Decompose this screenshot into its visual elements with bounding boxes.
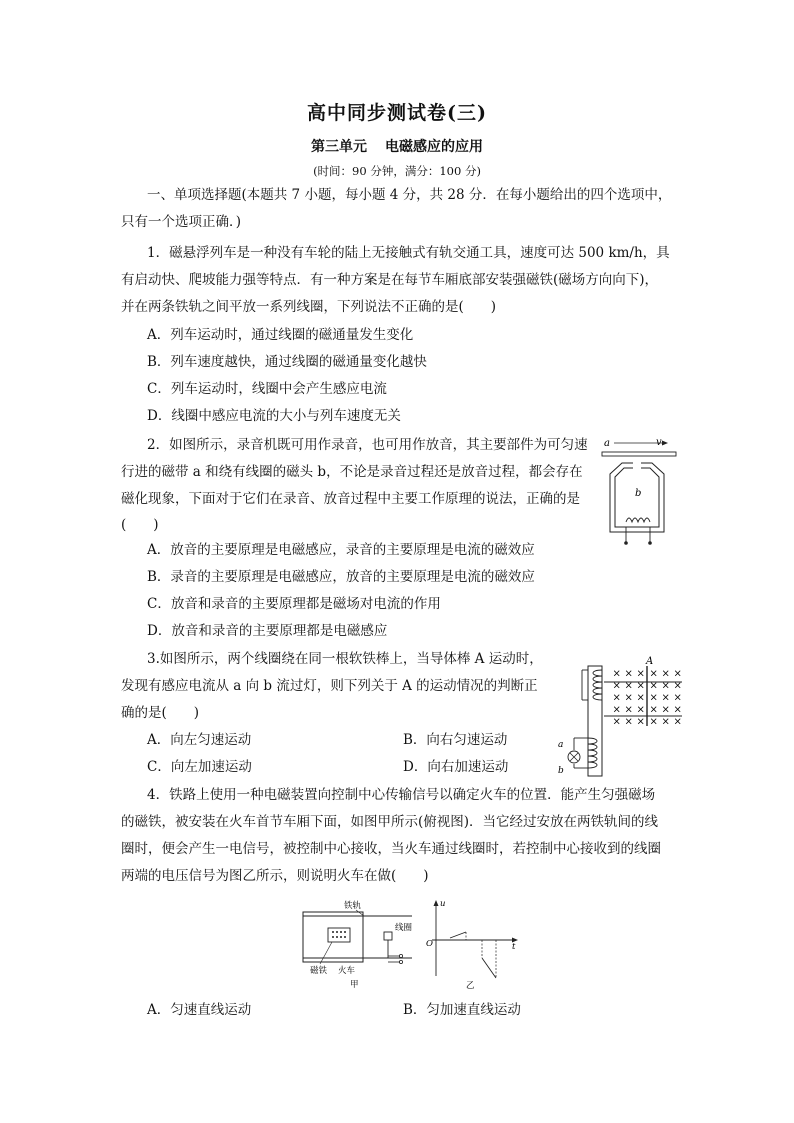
- field-cross-mark: ×: [661, 692, 670, 704]
- question-2-option-d[interactable]: D．放音和录音的主要原理都是电磁感应: [147, 623, 388, 639]
- magnet-block: [328, 928, 350, 942]
- field-cross-mark: ×: [673, 668, 682, 680]
- track-coil: [384, 932, 392, 940]
- u-axis-label: u: [440, 899, 446, 909]
- question-3-option-d[interactable]: D．向右加速运动: [403, 759, 509, 775]
- field-cross-mark: ×: [636, 716, 645, 728]
- field-cross-mark: ×: [624, 704, 633, 716]
- question-2-line: 行进的磁带 a 和绕有线圈的磁头 b，不论是录音过程还是放音过程，都会存在: [121, 464, 583, 480]
- field-cross-mark: ×: [636, 704, 645, 716]
- unit-topic: 电磁感应的应用: [385, 139, 483, 155]
- terminal-dot: [648, 541, 652, 545]
- question-1-option-b[interactable]: B．列车速度越快，通过线圈的磁通量变化越快: [147, 354, 427, 370]
- question-3-option-b[interactable]: B．向右匀速运动: [403, 732, 508, 748]
- head-coil: [626, 518, 650, 522]
- field-cross-mark: ×: [661, 668, 670, 680]
- field-cross-mark: ×: [636, 692, 645, 704]
- field-cross-mark: ×: [624, 716, 633, 728]
- coil-lower: [588, 738, 597, 768]
- field-cross-mark: ×: [673, 704, 682, 716]
- magnetic-tape: [602, 452, 676, 456]
- signal-rising: [450, 932, 466, 938]
- question-3-option-a[interactable]: A．向左匀速运动: [147, 732, 252, 748]
- field-cross-mark: ×: [612, 716, 621, 728]
- field-cross-mark: ×: [624, 692, 633, 704]
- rail-label: 铁轨: [344, 901, 362, 911]
- railway-figure-jia: [300, 898, 416, 990]
- question-3-option-c[interactable]: C．向左加速运动: [147, 759, 252, 775]
- field-cross-mark: ×: [649, 716, 658, 728]
- page-title: 高中同步测试卷(三): [307, 102, 487, 124]
- field-cross-mark: ×: [636, 668, 645, 680]
- question-2-line: ( ): [121, 517, 159, 533]
- question-3-line: 发现有感应电流从 a 向 b 流过灯，则下列关于 A 的运动情况的判断正: [121, 678, 538, 694]
- section-instruction-line: 一、单项选择题(本题共 7 小题，每小题 4 分，共 28 分．在每小题给出的四个选项中，: [147, 187, 672, 203]
- question-4-option-b[interactable]: B．匀加速直线运动: [403, 1002, 521, 1018]
- question-2-line: 磁化现象，下面对于它们在录音、放音过程中主要工作原理的说法，正确的是: [121, 491, 580, 507]
- signal-falling: [482, 958, 496, 978]
- t-axis-label: t: [512, 942, 516, 952]
- field-cross-mark: ×: [649, 680, 658, 692]
- field-cross-mark: ×: [612, 680, 621, 692]
- question-4-line: 的磁铁，被安装在火车首节车厢下面，如图甲所示(俯视图)．当它经过安放在两铁轨间的线: [121, 814, 659, 830]
- question-1-line: 1．磁悬浮列车是一种没有车轮的陆上无接触式有轨交通工具，速度可达 500 km/h，具: [147, 245, 670, 261]
- field-cross-mark: ×: [649, 692, 658, 704]
- question-2-option-b[interactable]: B．录音的主要原理是电磁感应，放音的主要原理是电流的磁效应: [147, 569, 535, 585]
- field-cross-mark: ×: [661, 680, 670, 692]
- field-cross-mark: ×: [661, 716, 670, 728]
- rod-label-A: A: [646, 656, 654, 667]
- coil-label: 线圈: [395, 923, 413, 933]
- field-cross-mark: ×: [673, 680, 682, 692]
- tape-head-figure: [598, 436, 680, 548]
- unit-heading: [0, 136, 794, 156]
- field-cross-mark: ×: [649, 704, 658, 716]
- field-cross-mark: ×: [636, 680, 645, 692]
- unit-number: 第三单元: [311, 139, 367, 155]
- question-2-option-a[interactable]: A．放音的主要原理是电磁感应，录音的主要原理是电流的磁效应: [147, 542, 535, 558]
- question-2-option-c[interactable]: C．放音和录音的主要原理都是磁场对电流的作用: [147, 596, 441, 612]
- question-4-option-a[interactable]: A．匀速直线运动: [147, 1002, 252, 1018]
- terminal-dot: [624, 541, 628, 545]
- two-coil-figure: [552, 654, 684, 780]
- voltage-graph-yi: [422, 896, 522, 990]
- exam-meta: (时间：90 分钟，满分：100 分): [313, 164, 481, 178]
- field-cross-mark: ×: [673, 692, 682, 704]
- tape-label-a: a: [604, 438, 610, 449]
- field-cross-mark: ×: [624, 668, 633, 680]
- question-3-line: 3.如图所示，两个线圈绕在同一根软铁棒上，当导体棒 A 运动时，: [147, 651, 543, 667]
- field-cross-mark: ×: [661, 704, 670, 716]
- origin-label: O: [426, 939, 433, 949]
- question-1-line: 并在两条铁轨之间平放一系列线圈，下列说法不正确的是( ): [121, 299, 497, 315]
- question-1-option-c[interactable]: C．列车运动时，线圈中会产生感应电流: [147, 381, 387, 397]
- field-cross-mark: ×: [612, 668, 621, 680]
- magnet-label: 磁铁: [310, 966, 328, 976]
- question-2-line: 2．如图所示，录音机既可用作录音，也可用作放音，其主要部件为可匀速: [147, 437, 588, 453]
- question-4-line: 两端的电压信号为图乙所示，则说明火车在做( ): [121, 868, 429, 884]
- train-label: 火车: [338, 966, 356, 976]
- velocity-arrowhead: [662, 441, 668, 446]
- field-cross-mark: ×: [612, 692, 621, 704]
- lamp-label-b: b: [558, 766, 564, 776]
- head-label-b: b: [635, 488, 642, 499]
- question-4-line: 圈时，便会产生一电信号，被控制中心接收，当火车通过线圈时，若控制中心接收到的线圈: [121, 841, 661, 857]
- question-1-option-a[interactable]: A．列车运动时，通过线圈的磁通量发生变化: [147, 327, 414, 343]
- question-3-line: 确的是( ): [121, 705, 200, 721]
- figure-yi-caption: 乙: [466, 981, 475, 990]
- field-cross-mark: ×: [612, 704, 621, 716]
- velocity-label-v: v: [656, 437, 662, 448]
- figure-jia-caption: 甲: [350, 980, 359, 990]
- field-cross-mark: ×: [649, 668, 658, 680]
- field-cross-mark: ×: [624, 680, 633, 692]
- lamp-label-a: a: [558, 740, 564, 750]
- field-cross-mark: ×: [673, 716, 682, 728]
- question-4-line: 4．铁路上使用一种电磁装置向控制中心传输信号以确定火车的位置．能产生匀强磁场: [147, 787, 656, 803]
- question-1-option-d[interactable]: D．线圈中感应电流的大小与列车速度无关: [147, 408, 401, 424]
- question-1-line: 有启动快、爬坡能力强等特点．有一种方案是在每节车厢底部安装强磁铁(磁场方向向下)，: [121, 272, 659, 288]
- coil-upper: [593, 670, 602, 700]
- section-instruction-line: 只有一个选项正确．): [121, 214, 242, 230]
